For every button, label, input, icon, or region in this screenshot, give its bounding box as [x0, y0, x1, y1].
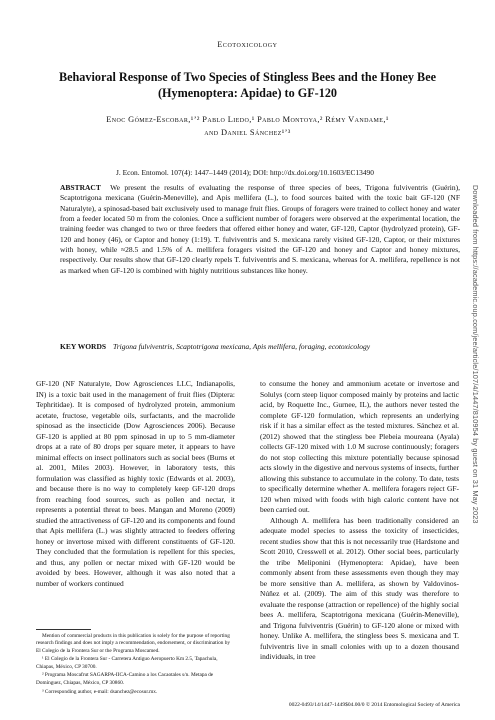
- authors-line-2: and Daniel Sánchez¹ʼ³: [204, 128, 291, 138]
- footnotes: [36, 633, 235, 697]
- copyright-line: 0022-0493/14/1447-1449$04.00/0 © 2014 Entomological Society of America: [288, 702, 460, 708]
- keywords-label: KEY WORDS: [60, 342, 107, 351]
- article-title: Behavioral Response of Two Species of Stingless Bees and the Honey Bee (Hymenoptera: Apidae) to GF-120: [58, 70, 437, 100]
- abstract-label: ABSTRACT: [60, 183, 101, 192]
- author-list: [30, 113, 465, 139]
- footnote-affiliation-2: ² Programa Moscafrut SAGARPA-IICA-Camino a los Cacaotales s/n. Metapa de Domínguez, Chiapas, México, CP 30860.: [36, 672, 214, 686]
- authors-line-1: Enoc Gómez-Escobar,¹ʼ² Pablo Liedo,¹ Pablo Montoya,² Rémy Vandame,¹: [106, 115, 389, 124]
- keywords-text: Trigona fulviventris, Scaptotrigona mexicana, Apis mellifera, foraging, ecotoxicology: [112, 342, 371, 351]
- footnote-divider: [36, 629, 91, 630]
- body-paragraph: Although A. mellifera has been traditionally considered an adequate model species to assess the toxicity of insecticides, recent studies show that this is not necessarily true (Hardstone and Scott 2010, Cresswell et al. 2012). Other social bees, particularly the tribe Meliponini (Hymenoptera: Apidae), have been commonly absent from these assessments even though they may be more sensitive than A. mellifera, as shown by Valdovinos-Núñez et al. (2009). The aim of this study was therefore to evaluate the response (attraction or repellence) of the highly social bees A. mellifera, Scaptotrigona mexicana (Guérin-Meneville), and Trigona fulviventris (Guérin) to GF-120 alone or mixed with honey. Unlike A. mellifera, the stingless bees S. mexicana and T. fulviventris live in small colonies with up to a dozen thousand individuals, in tree: [260, 515, 459, 661]
- body-column-right: [260, 379, 459, 663]
- body-paragraph: GF-120 (NF Naturalyte, Dow Agrosciences LLC, Indianapolis, IN) is a toxic bait used in the management of fruit flies (Diptera: Tephritidae). It is composed of hydrolyzed protein, ammonium acetate, fructose, vegetable oils, surfactants, and the macrolide spinosad as the insecticide (Dow Agrosciences 2006). Because GF-120 is applied at 80 ppm spinosad in up to 5 mm-diameter drops at a rate of 80 drops per square meter, it appears to have minimal effects on insect pollinators such as social bees (Burns et al. 2001, Miles 2003). However, in laboratory tests, this formulation was classified as highly toxic (Edwards et al. 2003), and because there is no way to completely keep GF-120 drops from reaching food sources, such as pollen and nectar, it represents a potential threat to bees. Mangan and Moreno (2009) studied the attractiveness of GF-120 and its components and found that Apis mellifera (L.) was slightly attracted to feeders offering honey or invertose mixed with different constituents of GF-120. They concluded that the formulation is repellent for this species, and thus, any pollen or nectar mixed with GF-120 would be avoided by bees. However, although it was also noted that a number of workers continued: [36, 379, 235, 588]
- citation-line[interactable]: J. Econ. Entomol. 107(4): 1447–1449 (2014); DOI: http://dx.doi.org/10.1603/EC13490: [116, 168, 374, 177]
- section-label: Ecotoxicology: [217, 40, 278, 49]
- footnote-disclaimer: Mention of commercial products in this publication is solely for the purpose of reporting research findings and does not imply a recommendation, endorsement, or discrimination by El Colegio de la Frontera Sur or the Programa Moscamed.: [36, 633, 231, 654]
- abstract: [60, 183, 460, 276]
- body-paragraph: to consume the honey and ammonium acetate or invertose and Solulys (corn steep liquor composed mainly by proteins and lactic acid, by Roquette Inc., Gurnee, IL), the authors never tested the complete GF-120 formulation, which represents an underlying risk if it has a similar effect as the tested mixtures. Sánchez et al. (2012) showed that the stingless bee Plebeia moureana (Ayala) collects GF-120 mixed with 1.0 M sucrose continuously; foragers do not stop collecting this mixture potentially because spinosad acts slowly in the digestive and nervous systems of insects, further allowing this substance to accumulate in the colony. To date, tests to specifically determine whether A. mellifera foragers reject GF-120 when mixed with foods with high caloric content have not been carried out.: [260, 379, 459, 514]
- keywords: [60, 342, 460, 352]
- download-watermark: Downloaded from https://academic.oup.com/jee/article/107/4/1447/810954 by guest on 31 May 2023: [471, 185, 480, 524]
- footnote-affiliation-1: ¹ El Colegio de la Frontera Sur - Carretera Antiguo Aeropuerto Km 2.5, Tapachula, Chiapas, México, CP 30700.: [36, 656, 218, 670]
- footnote-corresponding-author[interactable]: ³ Corresponding author, e-mail: dsanchez@ecosur.mx.: [42, 688, 158, 695]
- body-column-left: [36, 379, 235, 589]
- abstract-text: We present the results of evaluating the response of three species of bees, Trigona fulviventris (Guérin), Scaptotrigona mexicana (Guérin-Meneville), and Apis mellifera (L.), to food sources baited with the toxic bait GF-120 (NF Naturalyte), a spinosad-based bait exclusively used to manage fruit flies. Groups of foragers were trained to collect honey and water from a feeder located 50 m from the colonies. Once a sufficient number of foragers were observed at the experimental location, the training feeder was changed to two or three feeders that offered either honey and water, GF-120, Captor (hydrolyzed protein), GF-120 and honey (46), or Captor and honey (1:19). T. fulviventris and S. mexicana rarely visited GF-120, Captor, or their mixtures with honey, while ≈28.5 and 1.5% of A. mellifera foragers visited the GF-120 and honey and Captor and honey mixtures, respectively. Our results show that GF-120 clearly repels T. fulviventris and S. mexicana, whereas for A. mellifera, repellence is not as marked when GF-120 is combined with highly nutritious substances like honey.: [60, 183, 460, 275]
